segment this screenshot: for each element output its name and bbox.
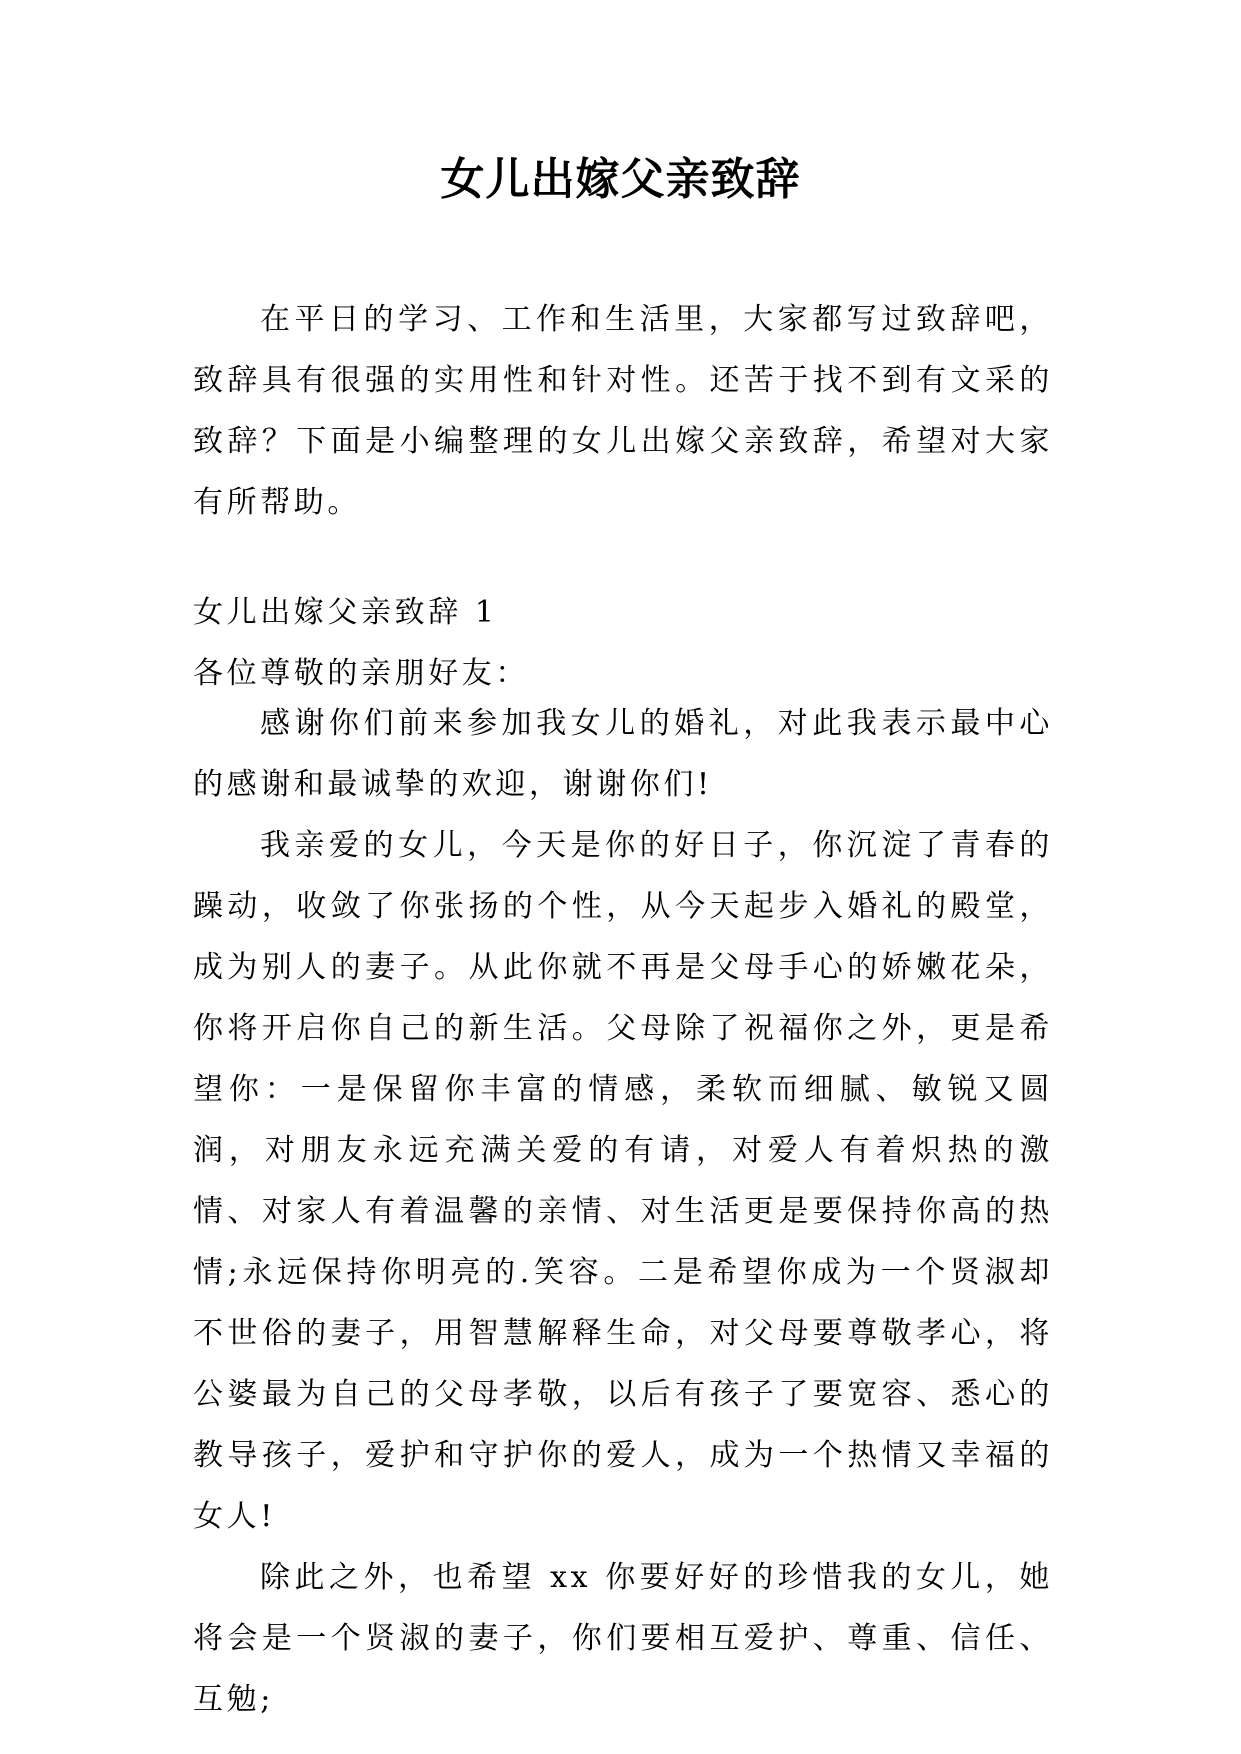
greeting-line: 各位尊敬的亲朋好友： xyxy=(193,656,529,691)
speech-paragraph: 除此之外，也希望 xx 你要好好的珍惜我的女儿，她将会是一个贤淑的妻子，你们要相互爱护、尊重、信任、互勉; xyxy=(193,1560,1053,1717)
speech-body xyxy=(193,693,1053,1730)
intro-paragraph: 在平日的学习、工作和生活里，大家都写过致辞吧，致辞具有很强的实用性和针对性。还苦于找不到有文采的致辞？下面是小编整理的女儿出嫁父亲致辞，希望对大家有所帮助。 xyxy=(193,302,1053,520)
speech-paragraph: 感谢你们前来参加我女儿的婚礼，对此我表示最中心的感谢和最诚挚的欢迎，谢谢你们! xyxy=(193,706,1053,802)
document-title: 女儿出嫁父亲致辞 xyxy=(440,154,801,205)
speech-paragraph: 我亲爱的女儿，今天是你的好日子，你沉淀了青春的躁动，收敛了你张扬的个性，从今天起步入婚礼的殿堂，成为别人的妻子。从此你就不再是父母手心的娇嫩花朵，你将开启你自己的新生活。父母除了祝福你之外，更是希望你：一是保留你丰富的情感，柔软而细腻、敏锐又圆润，对朋友永远充满关爱的有请，对爱人有着炽热的激情、对家人有着温馨的亲情、对生活更是要保持你高的热情;永远保持你明亮的.笑容。二是希望你成为一个贤淑却不世俗的妻子，用智慧解释生命，对父母要尊敬孝心，将公婆最为自己的父母孝敬，以后有孩子了要宽容、悉心的教导孩子，爱护和守护你的爱人，成为一个热情又幸福的女人! xyxy=(193,828,1053,1534)
section-heading: 女儿出嫁父亲致辞 1 xyxy=(193,595,498,630)
